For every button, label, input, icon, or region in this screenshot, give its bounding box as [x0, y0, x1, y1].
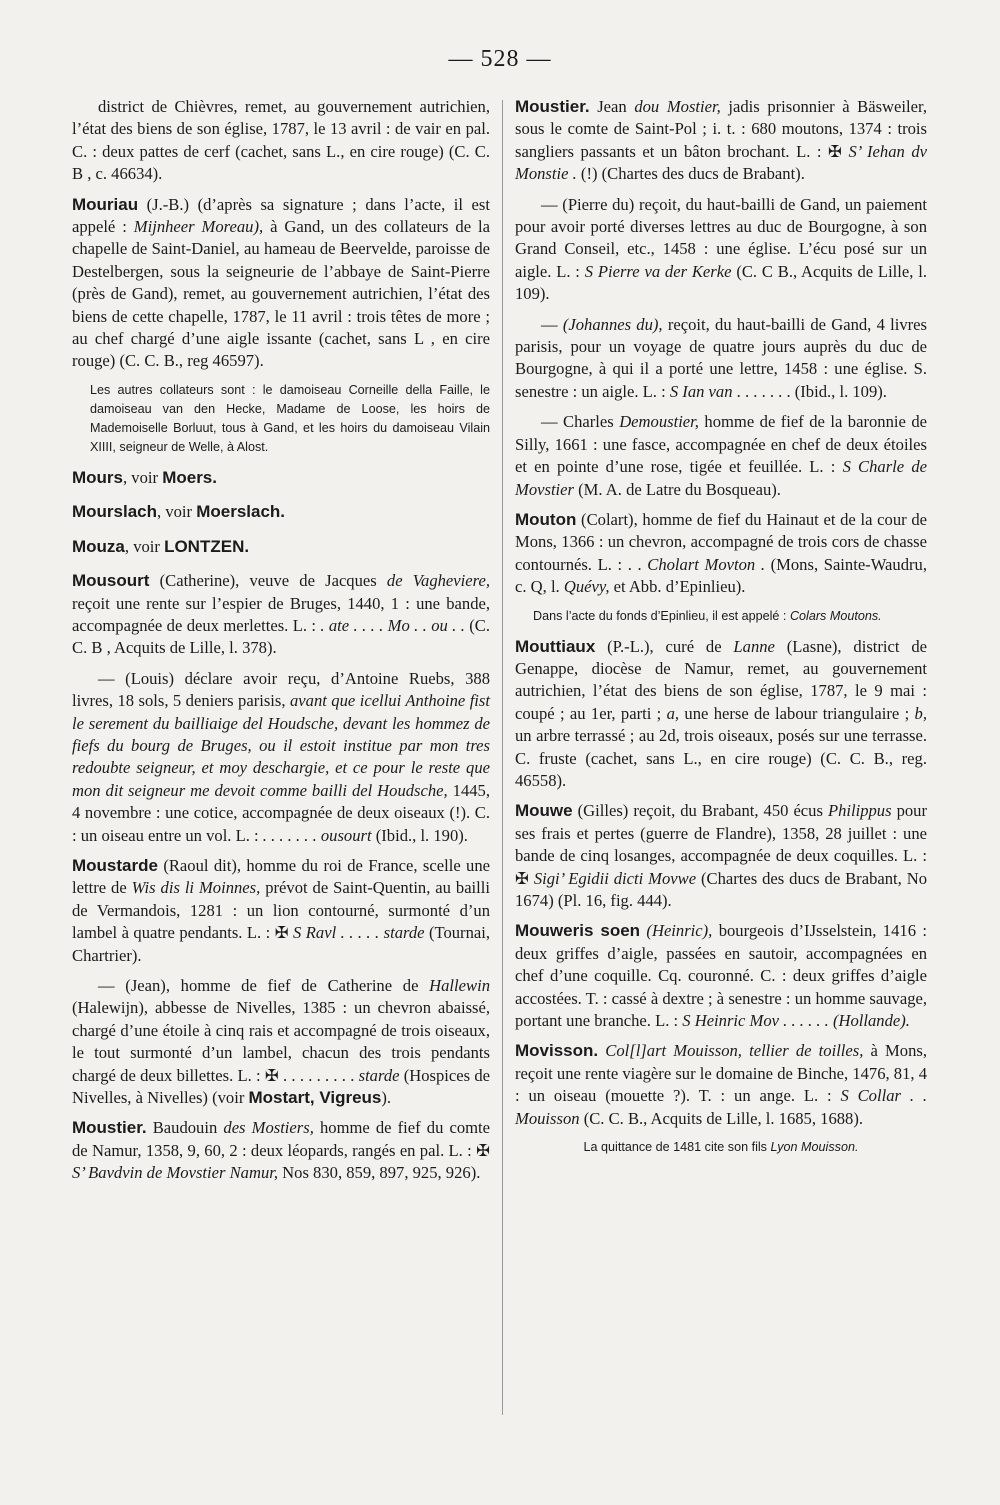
- entry-text: (Hospices de Nivelles, à Nivelles) (voir: [72, 1065, 490, 1108]
- entry-heading: Mourslach: [72, 502, 158, 522]
- entry-text: (Halewijn), abbesse de Nivelles, 1385 : un chevron abaissé, chargé d’une étoile à cinq rais et accompagné de trois oiseaux, le tout surmonté d’un lambel, chacun des trois pendants chargé de deux billettes. L. : ✠ . . . . . . . . .: [72, 998, 490, 1085]
- entry-text: jadis prisonnier à Bäsweiler, sous le comte de Saint-Pol ; i. t. : 680 moutons, 1374 : trois sangliers passants et un bâton brochant. L. : ✠: [515, 97, 928, 161]
- entry-text: (M. A. de Latre du Bosqueau).: [574, 479, 781, 499]
- cross-reference: LONTZEN.: [164, 536, 250, 556]
- column-divider: [502, 100, 503, 1415]
- entry-heading: Mouweris soen: [515, 921, 641, 941]
- entry-text: — (Pierre du) reçoit, du haut-bailli de Gand, un paiement pour avoir porté diverses lettres au duc de Bourgogne, à son Grand Conseil, etc., 1458 : une église. L’écu posé sur un aigle. L. :: [515, 194, 927, 281]
- entry-text: Jean: [589, 97, 635, 116]
- left-column: [72, 96, 490, 1193]
- note-italic: Colars Moutons.: [789, 608, 882, 623]
- right-column: [515, 96, 927, 1167]
- entry-text: (Ibid., l. 190).: [371, 825, 468, 845]
- entry-text: (Catherine), veuve de Jacques: [149, 571, 387, 591]
- entry-text: 1445, 4 novembre : une cotice, accompagnée de deux oiseaux (!). C. : un oiseau entre un vol. L. :: [72, 780, 490, 845]
- entry-italic: avant que icellui Anthoine fist le serement du bailliaige del Houdsche, devant les hommez de fiefs du bourg de Bruges, ou il estoit institue par mon tres redoubte seigneur, et moy deschargie, et ce pour le reste que mon dit seigneur me devoit comme bailli del Houdsche,: [72, 691, 490, 800]
- entry-text: (Gilles) reçoit, du Brabant, 450 écus: [572, 801, 828, 821]
- entry-heading: Mouton: [515, 509, 577, 529]
- entry-text: (!) (Chartes des ducs de Brabant).: [576, 164, 805, 184]
- entry-text: et Abb. d’Epinlieu).: [609, 577, 746, 597]
- cross-reference: Moerslach.: [196, 502, 286, 522]
- entry-heading: Mouza: [72, 536, 125, 556]
- entry-italic: dou Mostier,: [634, 97, 721, 116]
- entry-text: —: [541, 314, 563, 334]
- entry-italic: Quévy,: [563, 577, 610, 597]
- entry-heading: Moustier.: [72, 1118, 147, 1138]
- entry-text: (C. C. B , Acquits de Lille, l. 378).: [72, 615, 490, 658]
- entry-text: — (Louis) déclare avoir reçu, d’Antoine Ruebs, 388 livres, 18 sols, 5 deniers parisis,: [72, 668, 490, 711]
- entry-text: (J.-B.) (d’après sa signature ; dans l’acte, il est appelé :: [72, 194, 490, 237]
- entry-text: — (Jean), homme de fief de Catherine de: [98, 976, 430, 995]
- entry-text: à Mons, reçoit une rente viagère sur le domaine de Binche, 1476, 81, 4 : un oiseau (mouette ?). T. : un ange. L. :: [515, 1041, 927, 1106]
- seal-legend: Sigi’ Egidii dicti Movwe: [533, 868, 697, 888]
- footnote-collateurs: Les autres collateurs sont : le damoiseau Corneille della Faille, le damoiseau van den Hecke, Madame de Loose, les hoirs de Mademoiselle Borluut, tous à Gand, et les hoirs du damoiseau Vilain XIIII, seigneur de Welle, à Alost.: [90, 382, 490, 454]
- entry-text: Nos 830, 859, 897, 925, 926).: [278, 1163, 481, 1183]
- entry-mours: [72, 467, 490, 489]
- entry-italic: de Vagheviere,: [386, 571, 490, 591]
- cross-reference: Moers.: [162, 467, 217, 487]
- entry-text: (Colart), homme de fief du Hainaut et de la cour de Mons, 1366 : un chevron, accompagné de trois cors de chasse contournés. L. : . .: [515, 509, 927, 574]
- entry-italic: b,: [914, 703, 927, 723]
- entry-mouriau: [72, 194, 490, 373]
- entry-text: un arbre terrassé ; au 2d, trois oiseaux, posés sur une terrasse. C. fruste (cachet, sans L., en cire rouge) (C. C. B., reg. 46558).: [515, 726, 927, 790]
- entry-heading: Mouriau: [72, 194, 139, 214]
- seal-legend: S Ravl . . . . . starde: [293, 923, 425, 943]
- entry-text: bourgeois d’IJsselstein, 1416 : deux griffes d’aigle, passées en sautoir, accompagnées en chef d’une coquille. Cq. couronné. C. : deux griffes d’aigle accostées. T. : cassé à dextre ; à senestre : un homme sauvage, portant une branche. L. :: [515, 921, 927, 1031]
- entry-text: . . . . . . . (Ibid., l. 109).: [732, 381, 887, 401]
- entry-italic: (Heinric),: [640, 921, 713, 941]
- entry-text: (Tournai, Chartrier).: [72, 923, 490, 965]
- entry-text: homme de fief de la baronnie de Silly, 1661 : une fasce, accompagnée en chef de deux étoiles et en pointe d’une rose, tigée et feuillée. L. :: [515, 412, 927, 477]
- entry-text: (Raoul dit), homme du roi de France, scelle une lettre de: [72, 855, 490, 898]
- entry-text: pour ses frais et pertes (guerre de Flandre), 1358, 28 juillet : une bande de cinq losanges, accompagnée de deux coquilles. L. : ✠: [515, 801, 927, 888]
- entry-text: , voir: [157, 502, 197, 522]
- entry-movisson: [515, 1040, 927, 1130]
- entry-text: (Mons, Sainte-Waudru, c. Q, l.: [515, 554, 927, 597]
- entry-mousourt-louis: [72, 668, 490, 847]
- entry-italic: Mijnheer Moreau),: [133, 217, 264, 237]
- entry-mousourt: [72, 570, 490, 660]
- entry-italic: a,: [666, 703, 680, 723]
- entry-moustier-jean: [515, 96, 927, 186]
- entry-mouza: [72, 536, 490, 558]
- page-number: — 528 —: [448, 46, 552, 72]
- entry-demoustier-charles: [515, 411, 927, 501]
- entry-text: (Lasne), district de Genappe, diocèse de Namur, remet, au gouvernement autrichien, l’état des biens de son église, 1787, le 9 mai : coupé ; au 1er, parti ;: [515, 636, 928, 723]
- entry-heading: Mours: [72, 467, 123, 487]
- seal-legend: S Heinric Mov . . . . . . (Hollande).: [682, 1011, 910, 1031]
- entry-mourslach: [72, 501, 490, 523]
- seal-legend: S Pierre va der Kerke: [584, 261, 732, 281]
- seal-legend: Cholart Movton .: [647, 554, 765, 574]
- entry-heading: Mouttiaux: [515, 636, 596, 656]
- entry-text: , voir: [123, 467, 163, 487]
- seal-legend: . . . . . . . ousourt: [262, 825, 372, 845]
- entry-text: (C. C B., Acquits de Lille, l. 109).: [515, 261, 927, 304]
- entry-moustarde-jean: [72, 975, 490, 1109]
- entry-text: homme de fief du comte de Namur, 1358, 9, 60, 2 : deux léopards, rangés en pal. L. : ✠: [72, 1118, 491, 1160]
- entry-text: (Chartes des ducs de Brabant, No 1674) (Pl. 16, fig. 444).: [515, 868, 927, 910]
- seal-legend: starde: [358, 1065, 400, 1085]
- seal-legend: . ate . . . . Mo . . ou . .: [320, 615, 465, 635]
- entry-italic: Col[l]art Mouisson, tellier de toilles,: [598, 1041, 864, 1061]
- entry-italic: Lanne: [733, 636, 775, 656]
- entry-heading: Moustarde: [72, 855, 158, 875]
- entry-moustier-pierre: [515, 194, 927, 306]
- entry-text: une herse de labour triangulaire ;: [679, 703, 915, 723]
- entry-heading: Mouwe: [515, 801, 573, 821]
- entry-text: Baudouin: [146, 1118, 224, 1138]
- entry-text: reçoit une rente sur l’espier de Bruges, 1440, 1 : une bande, accompagnée de deux merlettes. L. :: [72, 593, 490, 635]
- entry-text: prévot de Saint-Quentin, au bailli de Vermandois, 1281 : un lion contourné, surmonté d’un lambel à quatre pendants. L. : ✠: [72, 878, 491, 943]
- seal-legend: S’ Iehan dv Monstie .: [515, 141, 927, 184]
- entry-moustier-baudouin: [72, 1117, 490, 1184]
- entry-mouwe: [515, 800, 927, 912]
- entry-heading: Mousourt: [72, 571, 150, 591]
- entry-italic: des Mostiers,: [223, 1118, 314, 1138]
- entry-moustier-johannes: [515, 314, 927, 404]
- entry-mouttiaux: [515, 636, 927, 793]
- entry-text: ).: [381, 1088, 392, 1108]
- entry-italic: Hallewin: [429, 976, 490, 995]
- entry-mouton: [515, 509, 927, 599]
- entry-italic: Philippus: [827, 801, 892, 821]
- entry-continuation: district de Chièvres, remet, au gouvernement autrichien, l’état des biens de son église, 1787, le 13 avril : de vair en pal. C. : deux pattes de cerf (cachet, sans L., en cire rouge) (C. C. B , c. 46634).: [72, 97, 490, 184]
- entry-heading: Movisson.: [515, 1041, 599, 1061]
- note-text: La quittance de 1481 cite son fils: [583, 1140, 771, 1155]
- note-text: Dans l’acte du fonds d’Epinlieu, il est appelé :: [533, 608, 790, 623]
- entry-text: , voir: [124, 536, 165, 556]
- entry-italic: Demoustier,: [619, 412, 699, 432]
- seal-legend: S’ Bavdvin de Movstier Namur,: [72, 1163, 279, 1183]
- seal-legend: S Collar . . Mouisson: [515, 1086, 927, 1128]
- entry-text: (C. C. B., Acquits de Lille, l. 1685, 1688).: [579, 1108, 864, 1128]
- seal-legend: S Charle de Movstier: [515, 457, 927, 499]
- entry-text: (P.-L.), curé de: [595, 636, 734, 656]
- note-italic: Lyon Mouisson.: [770, 1140, 859, 1155]
- entry-text: — Charles: [541, 412, 620, 432]
- entry-moustarde: [72, 855, 490, 967]
- entry-italic: (Johannes du),: [562, 314, 663, 334]
- entry-mouweris-soen: [515, 920, 927, 1032]
- footnote-epinlieu: [515, 607, 927, 626]
- seal-legend: S Ian van: [669, 381, 733, 401]
- entry-text: à Gand, un des collateurs de la chapelle de Saint-Daniel, au hameau de Beervelde, paroisse de Destelbergen, sous la seigneurie de l’abbaye de Saint-Pierre (près de Gand), remet, au gouvernement autrichien, l’état des biens de cette chapelle, 1787, le 11 avril : trois têtes de more ; au chef chargé d’une aigle issante (cachet, sans L , en cire rouge) (C. C. B., reg 46597).: [72, 217, 490, 371]
- footnote-quittance: [515, 1138, 927, 1157]
- entry-heading: Moustier.: [515, 97, 590, 116]
- cross-reference: Mostart, Vigreus: [248, 1088, 382, 1108]
- entry-text: reçoit, du haut-bailli de Gand, 4 livres parisis, pour un voyage de quatre jours auprès du duc de Bourgogne, à qui il a porté une lettre, 1458 : une église. S. senestre : un aigle. L. :: [515, 314, 928, 401]
- entry-italic: Wis dis li Moinnes,: [131, 878, 261, 898]
